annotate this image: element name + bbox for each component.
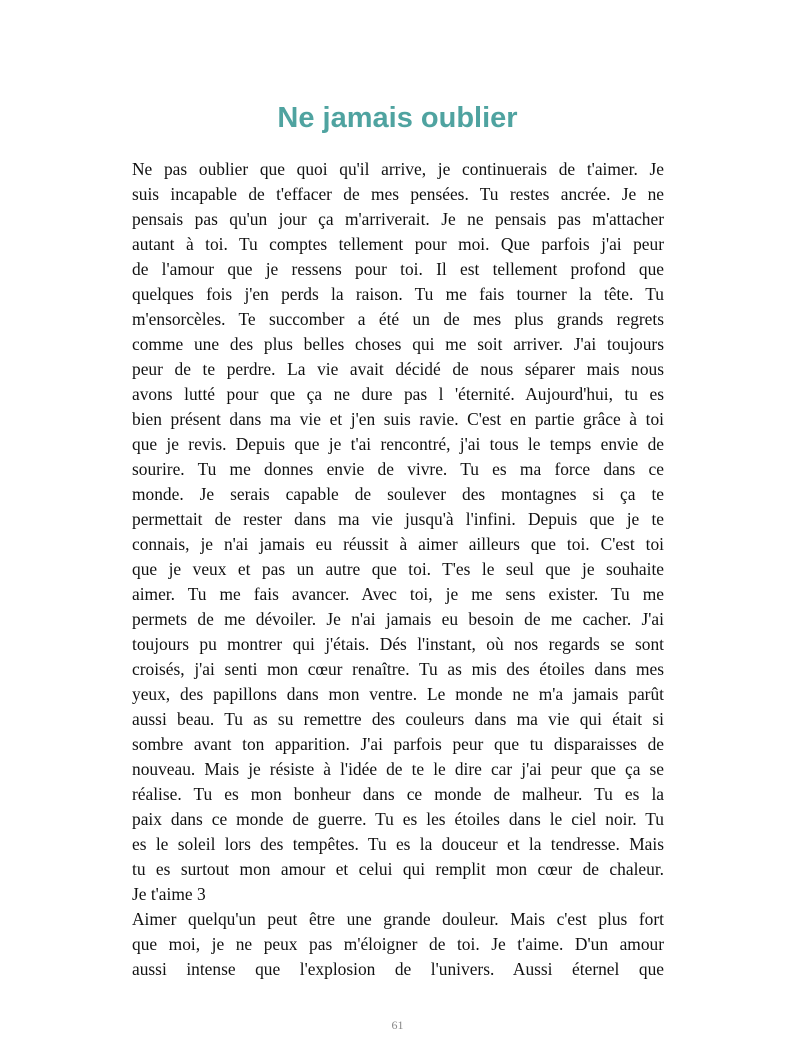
- section-heading: Je t'aime 3: [132, 884, 206, 904]
- text-line: tu es surtout mon amour et celui qui remplit mon cœur de chaleur.: [132, 859, 664, 879]
- text-line: autant à toi. Tu comptes tellement pour moi. Que parfois j'ai peur: [132, 234, 664, 254]
- text-line: bien présent dans ma vie et j'en suis ravie. C'est en partie grâce à toi: [132, 409, 664, 429]
- text-line: croisés, j'ai senti mon cœur renaître. Tu as mis des étoiles dans mes: [132, 659, 664, 679]
- paragraph-2: [132, 907, 664, 982]
- text-line: Aimer quelqu'un peut être une grande douleur. Mais c'est plus fort: [132, 909, 664, 929]
- text-line: Ne pas oublier que quoi qu'il arrive, je continuerais de t'aimer. Je: [132, 159, 664, 179]
- text-line: connais, je n'ai jamais eu réussit à aimer ailleurs que toi. C'est toi: [132, 534, 664, 554]
- page-title: Ne jamais oublier: [277, 102, 518, 134]
- text-line: suis incapable de t'effacer de mes pensées. Tu restes ancrée. Je ne: [132, 184, 664, 204]
- text-line: permettait de rester dans ma vie jusqu'à l'infini. Depuis que je te: [132, 509, 664, 529]
- text-line: paix dans ce monde de guerre. Tu es les étoiles dans le ciel noir. Tu: [132, 809, 664, 829]
- text-line: es le soleil lors des tempêtes. Tu es la douceur et la tendresse. Mais: [132, 834, 664, 854]
- text-line: aussi intense que l'explosion de l'univers. Aussi éternel que: [132, 959, 664, 979]
- text-line: permets de me dévoiler. Je n'ai jamais eu besoin de me cacher. J'ai: [132, 609, 664, 629]
- text-line: toujours pu montrer qui j'étais. Dés l'instant, où nos regards se sont: [132, 634, 664, 654]
- body-text: [132, 157, 664, 982]
- text-line: m'ensorcèles. Te succomber a été un de mes plus grands regrets: [132, 309, 664, 329]
- text-line: de l'amour que je ressens pour toi. Il est tellement profond que: [132, 259, 664, 279]
- text-line: comme une des plus belles choses qui me soit arriver. J'ai toujours: [132, 334, 664, 354]
- text-line: peur de te perdre. La vie avait décidé de nous séparer mais nous: [132, 359, 664, 379]
- text-line: que moi, je ne peux pas m'éloigner de toi. Je t'aime. D'un amour: [132, 934, 664, 954]
- paragraph-1: [132, 157, 664, 882]
- text-line: monde. Je serais capable de soulever des montagnes si ça te: [132, 484, 664, 504]
- text-line: quelques fois j'en perds la raison. Tu me fais tourner la tête. Tu: [132, 284, 664, 304]
- text-line: que je veux et pas un autre que toi. T'es le seul que je souhaite: [132, 559, 664, 579]
- text-line: sombre avant ton apparition. J'ai parfois peur que tu disparaisses de: [132, 734, 664, 754]
- text-line: que je revis. Depuis que je t'ai rencontré, j'ai tous le temps envie de: [132, 434, 664, 454]
- text-line: sourire. Tu me donnes envie de vivre. Tu es ma force dans ce: [132, 459, 664, 479]
- page-number: 61: [391, 1018, 404, 1032]
- text-line: nouveau. Mais je résiste à l'idée de te le dire car j'ai peur que ça se: [132, 759, 664, 779]
- text-line: avons lutté pour que ça ne dure pas l 'éternité. Aujourd'hui, tu es: [132, 384, 664, 404]
- text-line: aimer. Tu me fais avancer. Avec toi, je me sens exister. Tu me: [132, 584, 664, 604]
- text-line: aussi beau. Tu as su remettre des couleurs dans ma vie qui était si: [132, 709, 664, 729]
- text-line: yeux, des papillons dans mon ventre. Le monde ne m'a jamais parût: [132, 684, 664, 704]
- text-line: pensais pas qu'un jour ça m'arriverait. Je ne pensais pas m'attacher: [132, 209, 664, 229]
- text-line: réalise. Tu es mon bonheur dans ce monde de malheur. Tu es la: [132, 784, 664, 804]
